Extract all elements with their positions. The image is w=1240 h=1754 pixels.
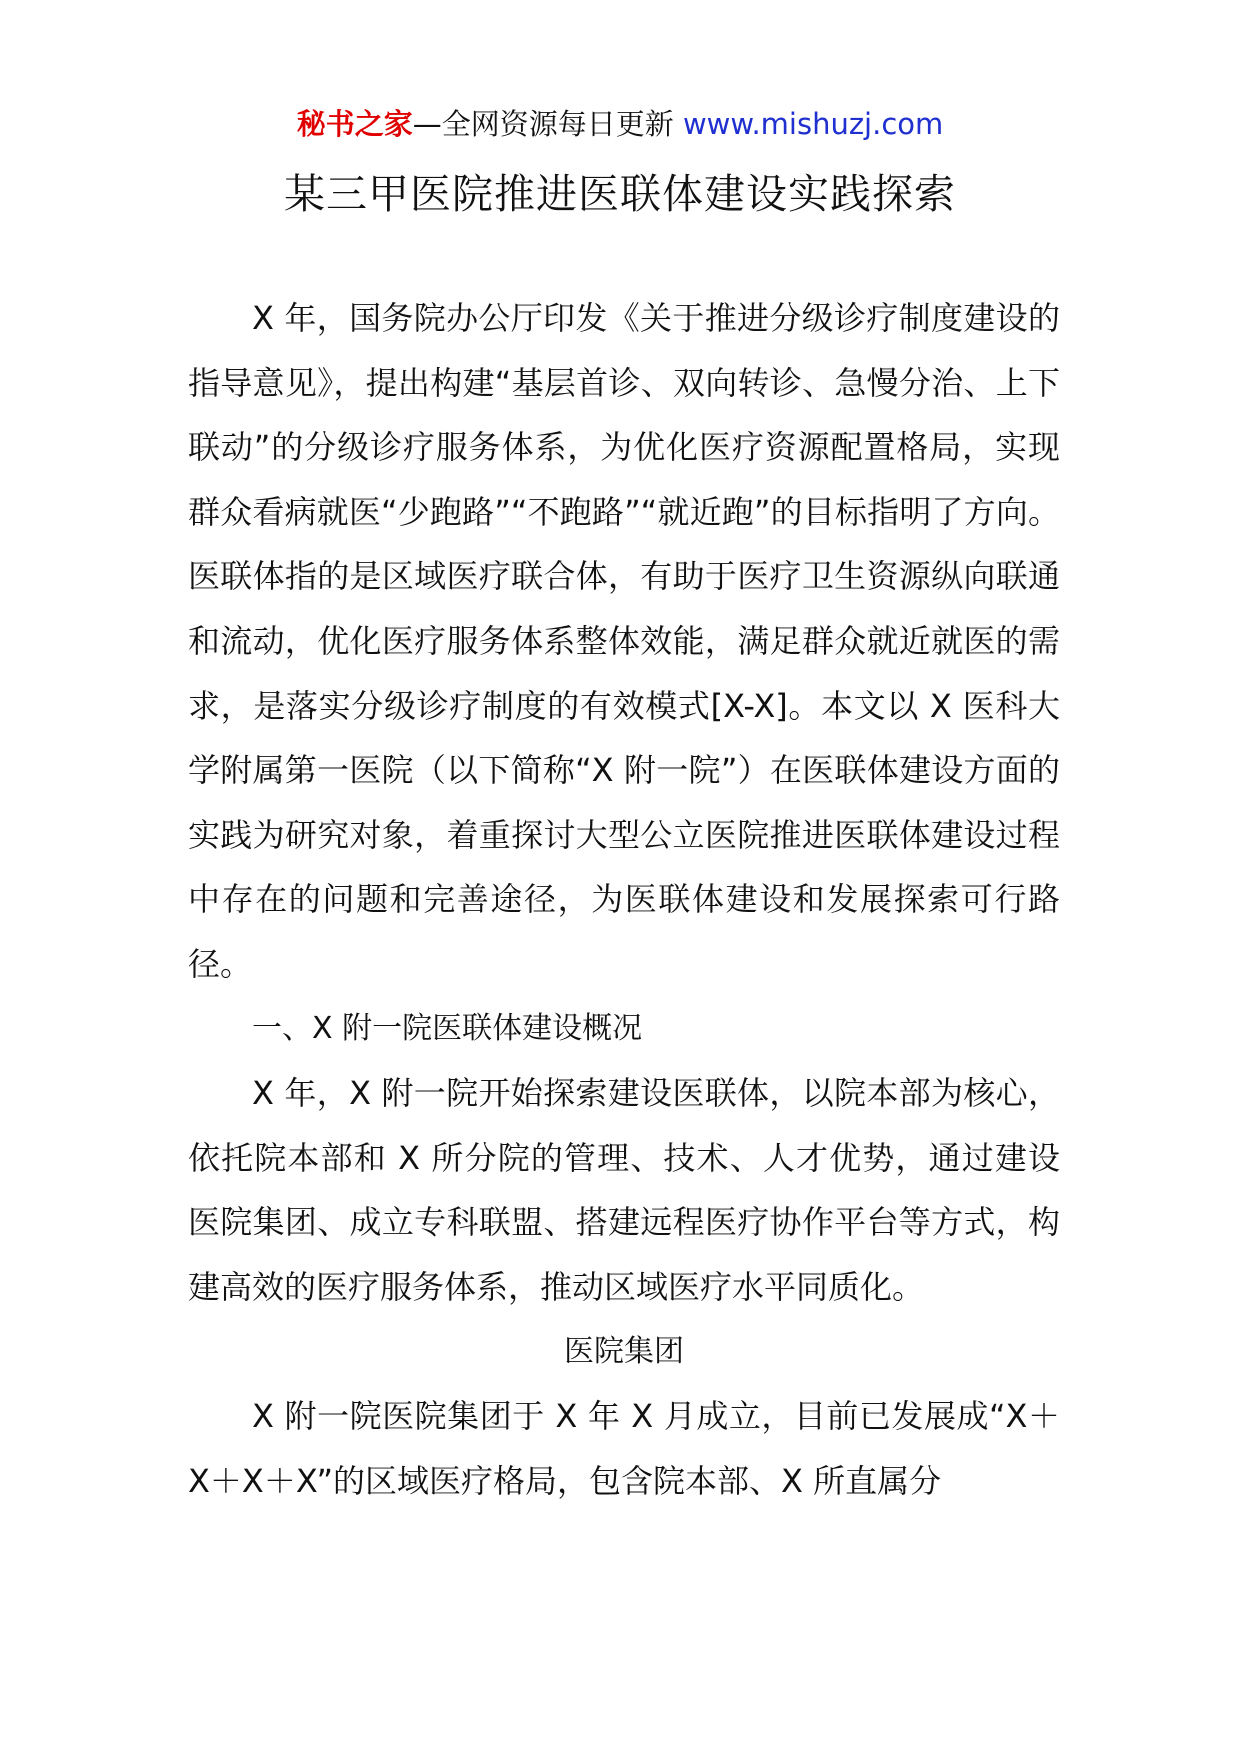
site-url-link[interactable]: www.mishuzj.com: [682, 107, 944, 141]
site-brand: 秘书之家: [296, 107, 413, 141]
site-header: [0, 104, 1240, 144]
site-slogan: —全网资源每日更新: [412, 107, 683, 141]
section-heading-1: 一、X 附一院医联体建设概况: [252, 1010, 643, 1046]
intro-paragraph: X 年，国务院办公厅印发《关于推进分级诊疗制度建设的指导意见》，提出构建“基层首诊、双向转诊、急慢分治、上下联动”的分级诊疗服务体系，为优化医疗资源配置格局，实现群众看病就医“少跑路”“不跑路”“就近跑”的目标指明了方向。医联体指的是区域医疗联合体，有助于医疗卫生资源纵向联通和流动，优化医疗服务体系整体效能，满足群众就近就医的需求，是落实分级诊疗制度的有效模式[X-X]。本文以 X 医科大学附属第一医院（以下简称“X 附一院”）在医联体建设方面的实践为研究对象，着重探讨大型公立医院推进医联体建设过程中存在的问题和完善途径，为医联体建设和发展探索可行路径。: [188, 299, 1060, 983]
document-body: [188, 286, 1060, 1513]
document-title: 某三甲医院推进医联体建设实践探索: [284, 170, 956, 218]
subsection-heading: 医院集团: [564, 1333, 684, 1369]
hospital-group-paragraph: X 附一院医院集团于 X 年 X 月成立，目前已发展成“X＋X＋X＋X”的区域医疗格局，包含院本部、X 所直属分: [188, 1397, 1060, 1500]
overview-paragraph: X 年，X 附一院开始探索建设医联体，以院本部为核心，依托院本部和 X 所分院的管理、技术、人才优势，通过建设医院集团、成立专科联盟、搭建远程医疗协作平台等方式，构建高效的医疗服务体系，推动区域医疗水平同质化。: [188, 1074, 1060, 1306]
